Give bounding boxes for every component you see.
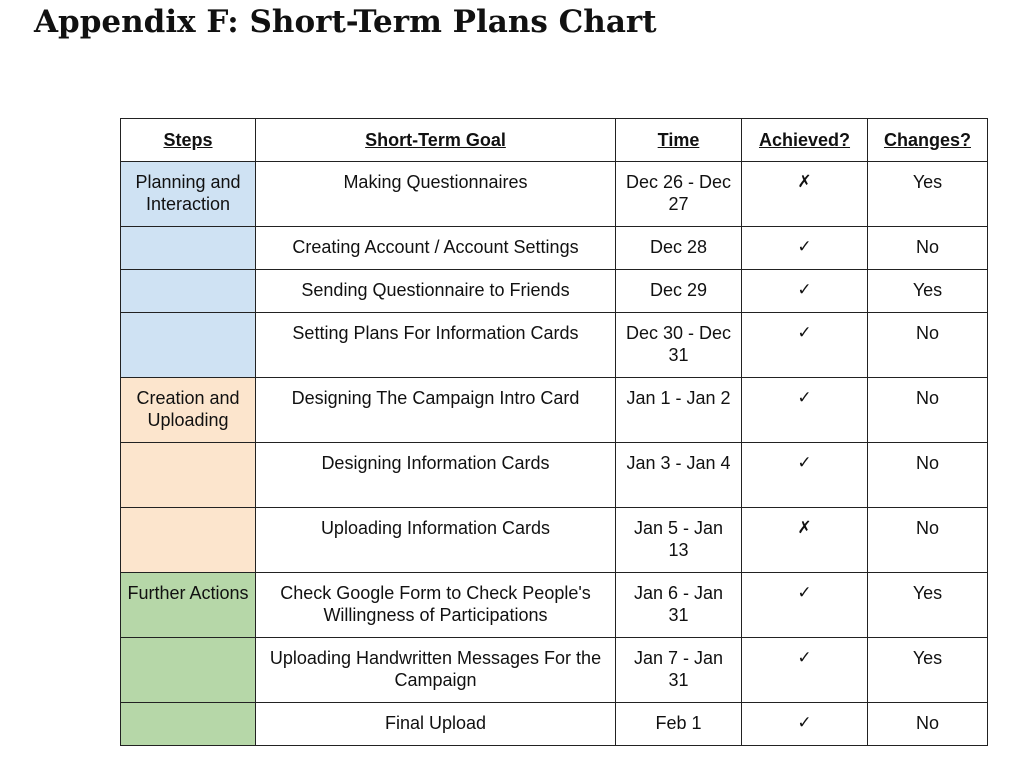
goal-cell: Designing Information Cards — [256, 443, 616, 508]
step-cell — [121, 227, 256, 270]
step-cell — [121, 270, 256, 313]
step-cell: Planning and Interaction — [121, 162, 256, 227]
step-cell — [121, 703, 256, 746]
step-cell: Creation and Uploading — [121, 378, 256, 443]
achieved-check-icon: ✓ — [742, 270, 868, 313]
goal-cell: Check Google Form to Check People's Willingness of Participations — [256, 573, 616, 638]
achieved-check-icon: ✓ — [742, 443, 868, 508]
header-steps: Steps — [121, 119, 256, 162]
time-cell: Dec 29 — [616, 270, 742, 313]
goal-cell: Uploading Information Cards — [256, 508, 616, 573]
changes-cell: No — [868, 703, 988, 746]
time-cell: Jan 7 - Jan 31 — [616, 638, 742, 703]
header-changes: Changes? — [868, 119, 988, 162]
changes-cell: Yes — [868, 573, 988, 638]
step-cell — [121, 443, 256, 508]
achieved-check-icon: ✓ — [742, 638, 868, 703]
table-row — [121, 227, 988, 270]
changes-cell: Yes — [868, 162, 988, 227]
changes-cell: No — [868, 313, 988, 378]
time-cell: Dec 30 - Dec 31 — [616, 313, 742, 378]
step-cell — [121, 638, 256, 703]
step-cell: Further Actions — [121, 573, 256, 638]
table-row — [121, 313, 988, 378]
time-cell: Jan 5 - Jan 13 — [616, 508, 742, 573]
table-row — [121, 443, 988, 508]
goal-cell: Sending Questionnaire to Friends — [256, 270, 616, 313]
page-title: Appendix F: Short-Term Plans Chart — [34, 4, 657, 40]
time-cell: Dec 26 - Dec 27 — [616, 162, 742, 227]
achieved-cross-icon: ✗ — [742, 162, 868, 227]
achieved-check-icon: ✓ — [742, 573, 868, 638]
changes-cell: No — [868, 227, 988, 270]
goal-cell: Uploading Handwritten Messages For the Campaign — [256, 638, 616, 703]
achieved-check-icon: ✓ — [742, 378, 868, 443]
changes-cell: No — [868, 443, 988, 508]
changes-cell: No — [868, 378, 988, 443]
table-row — [121, 573, 988, 638]
changes-cell: No — [868, 508, 988, 573]
table-row — [121, 162, 988, 227]
achieved-check-icon: ✓ — [742, 227, 868, 270]
time-cell: Feb 1 — [616, 703, 742, 746]
time-cell: Jan 6 - Jan 31 — [616, 573, 742, 638]
goal-cell: Final Upload — [256, 703, 616, 746]
table-row — [121, 378, 988, 443]
table-header-row — [121, 119, 988, 162]
goal-cell: Creating Account / Account Settings — [256, 227, 616, 270]
time-cell: Dec 28 — [616, 227, 742, 270]
time-cell: Jan 1 - Jan 2 — [616, 378, 742, 443]
step-cell — [121, 313, 256, 378]
table-row — [121, 638, 988, 703]
time-cell: Jan 3 - Jan 4 — [616, 443, 742, 508]
short-term-plans-table — [120, 118, 988, 746]
changes-cell: Yes — [868, 638, 988, 703]
goal-cell: Making Questionnaires — [256, 162, 616, 227]
header-time: Time — [616, 119, 742, 162]
changes-cell: Yes — [868, 270, 988, 313]
header-short-term-goal: Short-Term Goal — [256, 119, 616, 162]
table-row — [121, 508, 988, 573]
table-row — [121, 270, 988, 313]
table-row — [121, 703, 988, 746]
achieved-cross-icon: ✗ — [742, 508, 868, 573]
achieved-check-icon: ✓ — [742, 313, 868, 378]
achieved-check-icon: ✓ — [742, 703, 868, 746]
goal-cell: Setting Plans For Information Cards — [256, 313, 616, 378]
step-cell — [121, 508, 256, 573]
goal-cell: Designing The Campaign Intro Card — [256, 378, 616, 443]
header-achieved: Achieved? — [742, 119, 868, 162]
